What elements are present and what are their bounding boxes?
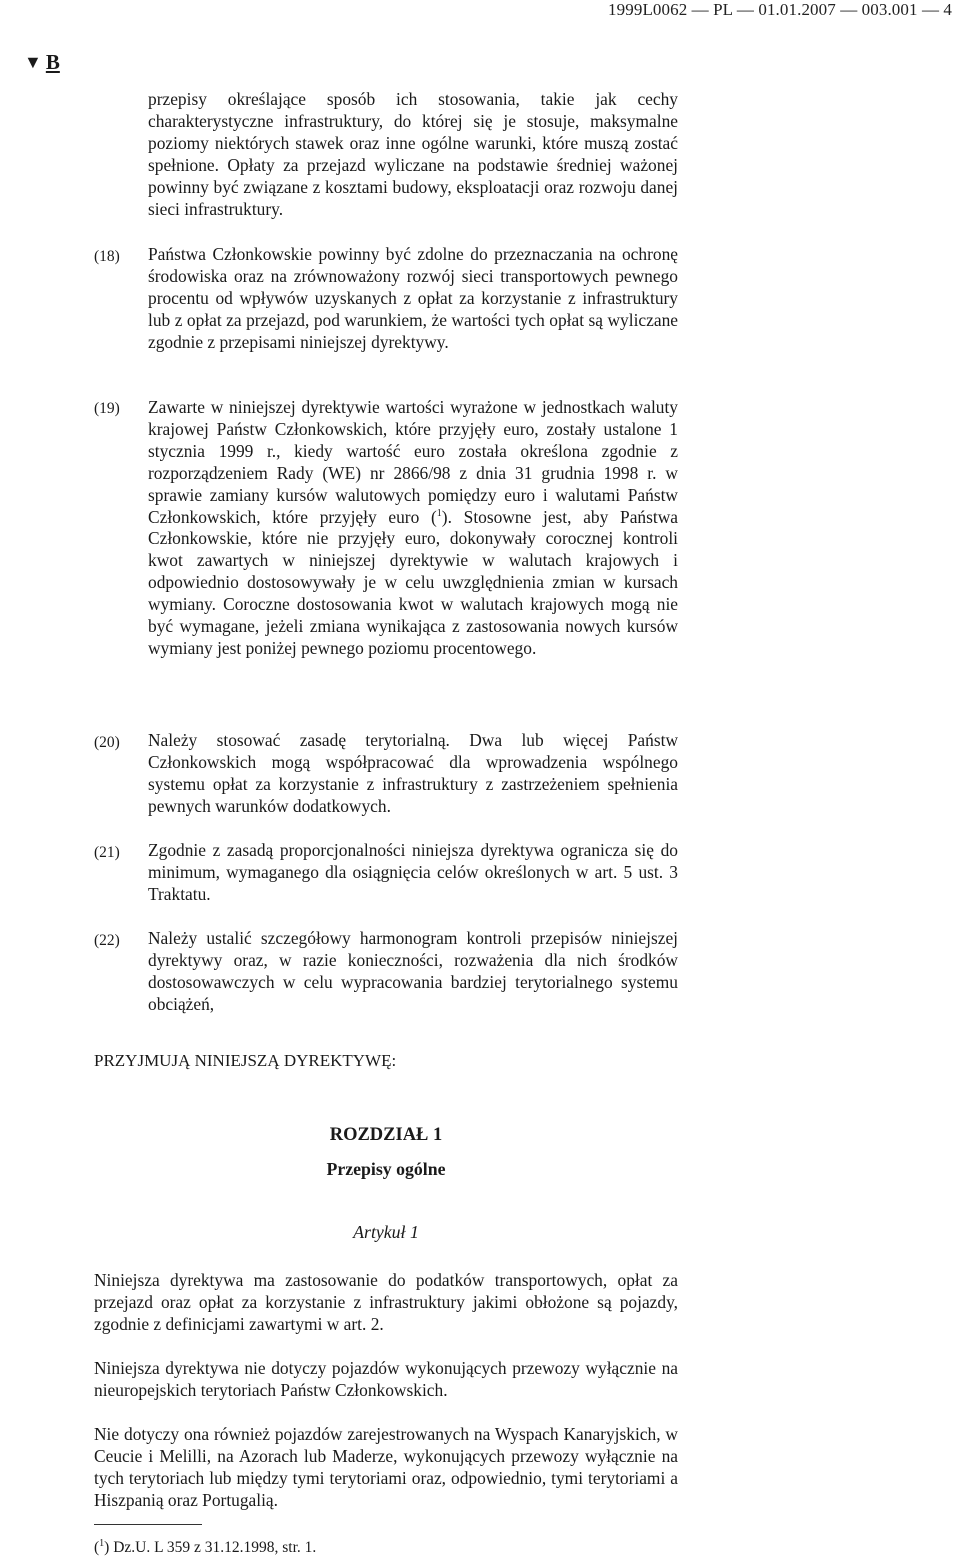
footnote: ($^1$) Dz.U. L 359 z 31.12.1998, str. 1. bbox=[94, 1537, 317, 1556]
adoption-statement: PRZYJMUJĄ NINIEJSZĄ DYREKTYWĘ: bbox=[94, 1051, 397, 1070]
recital-text: Należy stosować zasadę terytorialną. Dwa lub więcej Państw Członkowskich mogą współpracować dla wprowadzenia wspólnego systemu opłat za korzystanie z infrastruktury z zastrzeżeniem spełnienia pewnych warunków dodatkowych. bbox=[148, 730, 678, 816]
article-paragraph: Niniejsza dyrektywa ma zastosowanie do podatków transportowych, opłat za przejazd oraz opłat za korzystanie z infrastruktury jakimi obłożone są pojazdy, zgodnie z definicjami zawartymi w art. 2. bbox=[94, 1270, 678, 1334]
document-reference-header: 1999L0062 — PL — 01.01.2007 — 003.001 — 4 bbox=[608, 0, 952, 19]
recital-text-part: ). Stosowne jest, aby Państwa Członkowskie, które nie przyjęły euro, dokonywały corocznej kontroli kwot zawartych w niniejszej dyrektywie w walutach krajowych i odpowiednio dostosowywały je w celu uwzględnienia zmian w kursach wymiany. Coroczne dostosowania kwot w walutach krajowych mogą nie być wymagane, jeżeli zmiana wynikająca z zastosowania nowych kursów wymiany jest poniżej pewnego poziomu procentowego. bbox=[148, 506, 678, 658]
amendment-marker-letter[interactable]: B bbox=[45, 50, 60, 74]
recital-18 bbox=[148, 244, 678, 354]
recital-text bbox=[148, 397, 678, 660]
article-title: Artykuł 1 bbox=[353, 1222, 419, 1242]
recital-text-part: Zawarte w niniejszej dyrektywie wartości wyrażone w jednostkach waluty krajowej Państw Członkowskich, które przyjęły euro, zostały ustalone 1 stycznia 1999 r., kiedy wartość euro została określona zgodnie z rozporządzeniem Rady (WE) nr 2866/98 z dnia 31 grudnia 1998 r. w sprawie zamiany kursów walutowych pomiędzy euro i walutami Państw Członkowskich, które przyjęły euro ( bbox=[148, 397, 678, 527]
footnote-text: Dz.U. L 359 z 31.12.1998, str. 1. bbox=[113, 1539, 317, 1556]
recital-20 bbox=[148, 730, 678, 818]
recital-number: (20) bbox=[94, 734, 120, 751]
recital-21 bbox=[148, 840, 678, 906]
chapter-title: ROZDZIAŁ 1 bbox=[329, 1125, 443, 1145]
recital-text: Zgodnie z zasadą proporcjonalności niniejsza dyrektywa ogranicza się do minimum, wymaganego dla osiągnięcia celów określonych w art. 5 ust. 3 Traktatu. bbox=[148, 840, 678, 904]
footnote-marker: 1 bbox=[99, 1537, 105, 1549]
recital-continued-text: przepisy określające sposób ich stosowania, takie jak cechy charakterystyczne infrastruktury, do której się je stosuje, maksymalne poziomy niektórych stawek oraz inne ogólne warunki, które muszą zostać spełnione. Opłaty za przejazd wyliczane na podstawie średniej ważonej powinny być związane z kosztami budowy, eksploatacji oraz rozwoju danej sieci infrastruktury. bbox=[148, 89, 678, 219]
triangle-down-icon: ▼ bbox=[24, 52, 42, 72]
chapter-subtitle: Przepisy ogólne bbox=[326, 1159, 446, 1179]
recital-text: Państwa Członkowskie powinny być zdolne do przeznaczania na ochronę środowiska oraz na zrównoważony rozwój sieci transportowych pewnego procentu od wpływów uzyskanych z opłat za korzystanie z infrastruktury lub z opłat za przejazd, pod warunkiem, że wartości tych opłat są wyliczane zgodnie z przepisami niniejszej dyrektywy. bbox=[148, 244, 678, 352]
recital-number: (22) bbox=[94, 932, 120, 949]
recital-19 bbox=[148, 397, 678, 660]
footnote-reference[interactable]: 1 bbox=[436, 507, 442, 519]
recital-22 bbox=[148, 928, 678, 1016]
recital-number: (18) bbox=[94, 248, 120, 265]
article-paragraph: Nie dotyczy ona również pojazdów zarejestrowanych na Wyspach Kanaryjskich, w Ceucie i Melilli, na Azorach lub Maderze, wykonujących przewozy wyłącznie na tych terytoriach lub między tymi terytoriami oraz, odpowiednio, tymi terytoriami a Hiszpanią oraz Portugalią. bbox=[94, 1424, 678, 1510]
recital-number: (19) bbox=[94, 400, 120, 417]
article-paragraph: Niniejsza dyrektywa nie dotyczy pojazdów wykonujących przewozy wyłącznie na nieuropejskich terytoriach Państw Członkowskich. bbox=[94, 1358, 678, 1400]
footnote-divider bbox=[94, 1524, 202, 1525]
recital-continued bbox=[148, 89, 678, 220]
recital-text: Należy ustalić szczegółowy harmonogram kontroli przepisów niniejszej dyrektywy oraz, w razie konieczności, rozważenia dla nich środków dostosowawczych w celu wypracowania bardziej terytorialnego systemu obciążeń, bbox=[148, 928, 678, 1014]
recital-number: (21) bbox=[94, 844, 120, 861]
amendment-marker bbox=[24, 50, 60, 74]
